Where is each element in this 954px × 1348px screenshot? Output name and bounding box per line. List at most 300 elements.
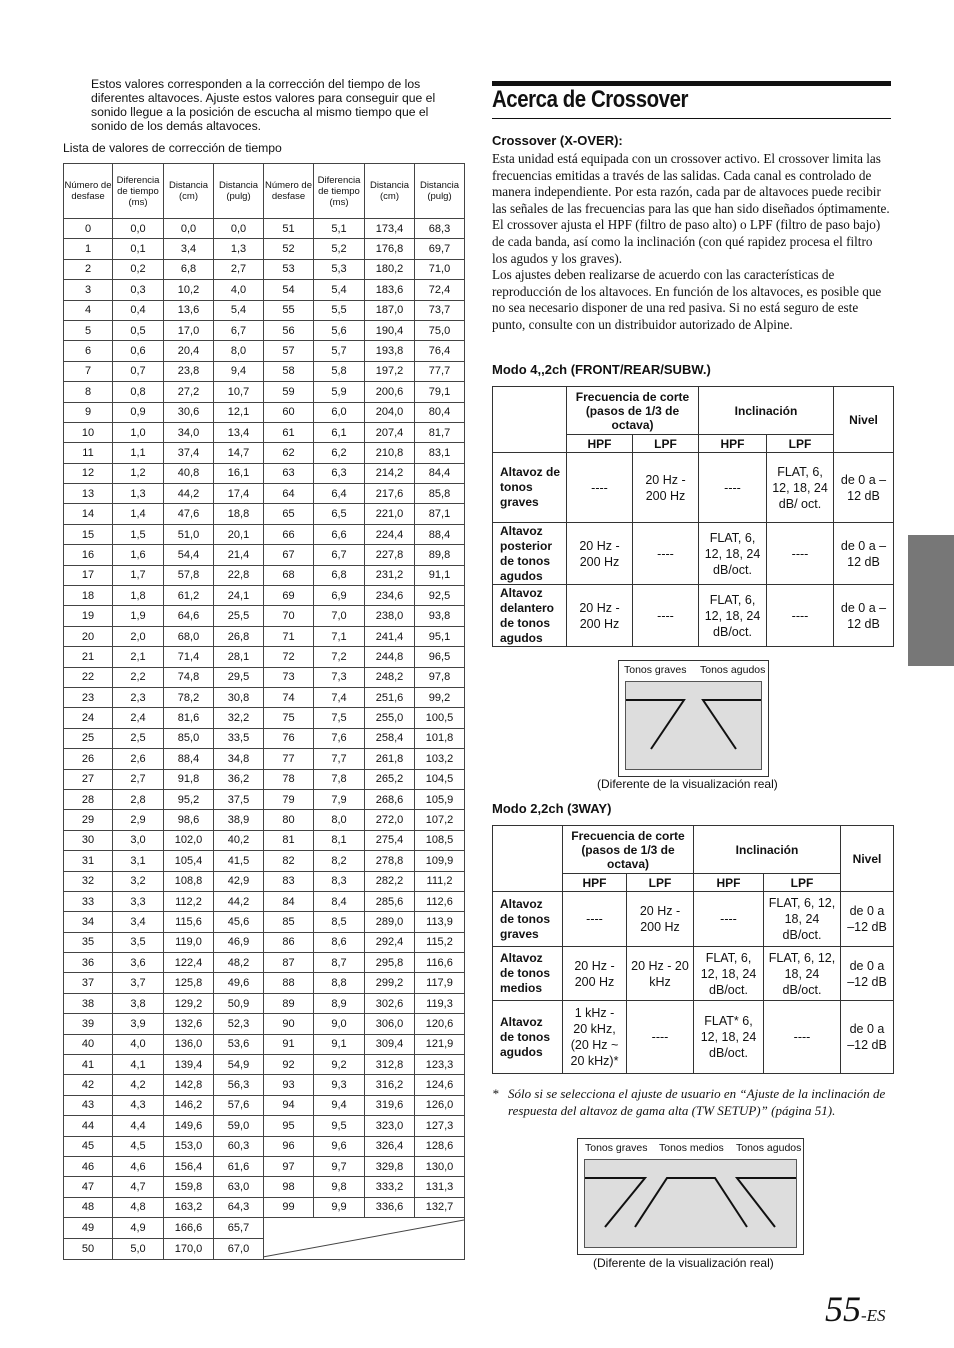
- table-cell: 18: [64, 586, 113, 606]
- table-cell: 3,4: [113, 912, 164, 932]
- table-cell: 34: [64, 912, 113, 932]
- table-cell: 54,9: [214, 1055, 264, 1075]
- table-cell: 6,6: [314, 524, 365, 544]
- table-cell: 95,2: [164, 789, 214, 809]
- table-row: [64, 259, 465, 279]
- table-cell: 91,8: [164, 769, 214, 789]
- cell: de 0 a –12 dB: [834, 523, 894, 585]
- cell: FLAT, 6, 12, 18, 24 dB/oct.: [764, 892, 841, 947]
- table-cell: 47: [64, 1177, 113, 1197]
- table-cell: 0,1: [113, 239, 164, 259]
- table-cell: 82: [264, 851, 314, 871]
- table-cell: 67: [264, 545, 314, 565]
- table-cell: 61: [264, 422, 314, 442]
- table-cell: 23: [64, 687, 113, 707]
- table-cell: 1,2: [113, 463, 164, 483]
- table-cell: 117,9: [415, 973, 465, 993]
- table-row: [64, 361, 465, 381]
- table-cell: 23,8: [164, 361, 214, 381]
- table-cell: 3,4: [164, 239, 214, 259]
- table-cell: 86: [264, 932, 314, 952]
- graph-area: [584, 1159, 797, 1248]
- table-cell: 27: [64, 769, 113, 789]
- table-cell: 97: [264, 1156, 314, 1176]
- table-cell: 8,2: [314, 851, 365, 871]
- table-cell: 29: [64, 810, 113, 830]
- header-cell: Distancia (cm): [164, 164, 214, 219]
- table-cell: 7,8: [314, 769, 365, 789]
- table-row: [64, 1156, 465, 1176]
- table-cell: 299,2: [365, 973, 415, 993]
- table-cell: 180,2: [365, 259, 415, 279]
- table-row: [64, 708, 465, 728]
- table-cell: 100,5: [415, 708, 465, 728]
- row-label: Altavoz de tonos medios: [493, 947, 563, 1001]
- table-row: [64, 647, 465, 667]
- mode1-heading: Modo 4,,2ch (FRONT/REAR/SUBW.): [492, 362, 711, 377]
- page-title: Acerca de Crossover: [492, 86, 689, 113]
- cell: FLAT, 6, 12, 18, 24 dB/oct.: [699, 585, 767, 647]
- table-cell: 28,1: [214, 647, 264, 667]
- table-cell: 3,9: [113, 1014, 164, 1034]
- table-cell: 238,0: [365, 606, 415, 626]
- footnote-text: Sólo si se selecciona el ajuste de usuario en “Ajuste de la inclinación de respuesta del altavoz de gama alta (TW SETUP)” (página 51).: [508, 1086, 886, 1118]
- table-row: [493, 1001, 894, 1074]
- table-cell: 12,1: [214, 402, 264, 422]
- table-cell: 132,6: [164, 1014, 214, 1034]
- row-label: Altavoz de tonos graves: [493, 453, 567, 523]
- table-cell: 125,8: [164, 973, 214, 993]
- table-cell: 115,6: [164, 912, 214, 932]
- table-cell: 18,8: [214, 504, 264, 524]
- table-row: [64, 219, 465, 239]
- graph-area: [625, 681, 762, 770]
- table-cell: 116,6: [415, 953, 465, 973]
- table-cell: 4,0: [113, 1034, 164, 1054]
- cell: ----: [627, 1001, 694, 1074]
- table-cell: 108,8: [164, 871, 214, 891]
- table-cell: 3,3: [113, 891, 164, 911]
- crossover-curves: [585, 1160, 796, 1247]
- graph-label: Tonos graves: [585, 1142, 648, 1154]
- table-cell: 88,4: [164, 749, 214, 769]
- table-cell: 9,2: [314, 1055, 365, 1075]
- table-cell: 9,7: [314, 1156, 365, 1176]
- table-cell: 6,0: [314, 402, 365, 422]
- table-row: [64, 422, 465, 442]
- table-row: [64, 851, 465, 871]
- table-cell: 329,8: [365, 1156, 415, 1176]
- table-row: [64, 239, 465, 259]
- table-cell: 210,8: [365, 443, 415, 463]
- cell: ----: [699, 453, 767, 523]
- table-cell: 176,8: [365, 239, 415, 259]
- table-cell: 45: [64, 1136, 113, 1156]
- table-cell: 127,3: [415, 1116, 465, 1136]
- table-cell: 0,3: [113, 280, 164, 300]
- table-cell: 2,1: [113, 647, 164, 667]
- row-label: Altavoz delantero de tonos agudos: [493, 585, 567, 647]
- table-cell: 289,0: [365, 912, 415, 932]
- table-cell: 7,4: [314, 687, 365, 707]
- table-cell: 17,4: [214, 484, 264, 504]
- table-cell: 336,6: [365, 1197, 415, 1217]
- table-row: [64, 341, 465, 361]
- table-cell: 4,3: [113, 1095, 164, 1115]
- table-row: [64, 1034, 465, 1054]
- table-cell: 90: [264, 1014, 314, 1034]
- table-cell: 57,8: [164, 565, 214, 585]
- cell: 20 Hz - 20 kHz: [627, 947, 694, 1001]
- table-cell: 221,0: [365, 504, 415, 524]
- table-cell: 8,8: [314, 973, 365, 993]
- table-row: [64, 932, 465, 952]
- table-cell: 204,0: [365, 402, 415, 422]
- table-cell: 2,6: [113, 749, 164, 769]
- table-cell: 1,7: [113, 565, 164, 585]
- low-curve: [585, 1178, 645, 1227]
- table-cell: 59,0: [214, 1116, 264, 1136]
- table-row: [64, 1197, 465, 1217]
- table-cell: 0,9: [113, 402, 164, 422]
- table-cell: 1,8: [113, 586, 164, 606]
- table-cell: 10,7: [214, 382, 264, 402]
- table-cell: 9,4: [214, 361, 264, 381]
- table-cell: 37: [64, 973, 113, 993]
- table-cell: 207,4: [365, 422, 415, 442]
- table-cell: 1,3: [113, 484, 164, 504]
- table-cell: 234,6: [365, 586, 415, 606]
- table-cell: 244,8: [365, 647, 415, 667]
- table-cell: 77: [264, 749, 314, 769]
- table-cell: 227,8: [365, 545, 415, 565]
- table-cell: 99: [264, 1197, 314, 1217]
- table-cell: 81,7: [415, 422, 465, 442]
- table-cell: 29,5: [214, 667, 264, 687]
- table-cell: 1,9: [113, 606, 164, 626]
- table-cell: 24,1: [214, 586, 264, 606]
- table-cell: 56,3: [214, 1075, 264, 1095]
- table-row: [64, 789, 465, 809]
- footnote: [492, 1085, 892, 1119]
- table-cell: 96: [264, 1136, 314, 1156]
- table-row: [64, 1177, 465, 1197]
- table-cell: 6: [64, 341, 113, 361]
- table-row: [64, 912, 465, 932]
- table-cell: 8,0: [314, 810, 365, 830]
- table-cell: 131,3: [415, 1177, 465, 1197]
- mode1-graph: [618, 660, 769, 777]
- table-cell: 4,9: [113, 1218, 164, 1239]
- table-cell: 163,2: [164, 1197, 214, 1217]
- cell: FLAT* 6, 12, 18, 24 dB/oct.: [694, 1001, 764, 1074]
- table-cell: 52,3: [214, 1014, 264, 1034]
- table-cell: 275,4: [365, 830, 415, 850]
- table-row: [64, 769, 465, 789]
- table-cell: 25,5: [214, 606, 264, 626]
- col-lpf: LPF: [627, 874, 694, 892]
- table-cell: 122,4: [164, 953, 214, 973]
- col-slope: Inclinación: [694, 826, 841, 874]
- table-cell: 7,6: [314, 728, 365, 748]
- table-row: [64, 545, 465, 565]
- table-cell: 4: [64, 300, 113, 320]
- table-cell: 9,9: [314, 1197, 365, 1217]
- table-cell: 105,4: [164, 851, 214, 871]
- table-cell: 48,2: [214, 953, 264, 973]
- table-cell: 4,4: [113, 1116, 164, 1136]
- table-cell: 112,6: [415, 891, 465, 911]
- table-cell: 1,4: [113, 504, 164, 524]
- table-row: [64, 993, 465, 1013]
- table-row: [64, 891, 465, 911]
- table-cell: 1,3: [214, 239, 264, 259]
- table-row: [64, 504, 465, 524]
- table-cell: 0,0: [113, 219, 164, 239]
- table-cell: 92,5: [415, 586, 465, 606]
- table-row: [64, 749, 465, 769]
- crossover-heading: Crossover (X-OVER):: [492, 133, 623, 148]
- table-cell: 84: [264, 891, 314, 911]
- table-cell: 3,7: [113, 973, 164, 993]
- table-cell: 3,2: [113, 871, 164, 891]
- table-cell: 26: [64, 749, 113, 769]
- table-cell: 282,2: [365, 871, 415, 891]
- table-cell: 13,6: [164, 300, 214, 320]
- table-cell: 61,6: [214, 1156, 264, 1176]
- table-cell: 272,0: [365, 810, 415, 830]
- table-cell: 2,8: [113, 789, 164, 809]
- table-cell: 108,5: [415, 830, 465, 850]
- table-cell: 71,4: [164, 647, 214, 667]
- table-cell: 14: [64, 504, 113, 524]
- table-cell: 52: [264, 239, 314, 259]
- table-cell: 30,8: [214, 687, 264, 707]
- table-cell: 7,3: [314, 667, 365, 687]
- list-title: Lista de valores de corrección de tiempo: [63, 141, 282, 155]
- table-cell: 47,6: [164, 504, 214, 524]
- table-cell: 8,5: [314, 912, 365, 932]
- table-cell: 1,5: [113, 524, 164, 544]
- table-cell: 63,0: [214, 1177, 264, 1197]
- col-hpf: HPF: [694, 874, 764, 892]
- table-cell: 5,1: [314, 219, 365, 239]
- table-cell: 11: [64, 443, 113, 463]
- header-cell: Distancia (cm): [365, 164, 415, 219]
- table-cell: 126,0: [415, 1095, 465, 1115]
- table-cell: 80,4: [415, 402, 465, 422]
- table-cell: 44,2: [214, 891, 264, 911]
- page-number: [825, 1288, 886, 1330]
- table-cell: 124,6: [415, 1075, 465, 1095]
- table-cell: 1,0: [113, 422, 164, 442]
- graph-label: Tonos agudos: [700, 664, 766, 676]
- table-cell: 323,0: [365, 1116, 415, 1136]
- table-cell: 10: [64, 422, 113, 442]
- crossover-description: [492, 151, 891, 334]
- table-cell: 224,4: [365, 524, 415, 544]
- table-cell: 104,5: [415, 769, 465, 789]
- row-label: Altavoz de tonos graves: [493, 892, 563, 947]
- table-row: [64, 1218, 465, 1239]
- empty-diagonal-cell: [264, 1218, 465, 1260]
- table-cell: 46: [64, 1156, 113, 1176]
- col-lpf: LPF: [633, 435, 699, 453]
- table-cell: 30,6: [164, 402, 214, 422]
- table-cell: 88: [264, 973, 314, 993]
- table-cell: 4,7: [113, 1177, 164, 1197]
- table-cell: 66: [264, 524, 314, 544]
- table-cell: 94: [264, 1095, 314, 1115]
- table-cell: 40: [64, 1034, 113, 1054]
- table-cell: 65: [264, 504, 314, 524]
- table-cell: 0: [64, 219, 113, 239]
- table-row: [493, 585, 894, 647]
- table-cell: 57: [264, 341, 314, 361]
- cell: de 0 a –12 dB: [841, 947, 894, 1001]
- cell: ----: [764, 1001, 841, 1074]
- table-cell: 101,8: [415, 728, 465, 748]
- mode1-caption: (Diferente de la visualización real): [597, 777, 778, 791]
- table-cell: 3,6: [113, 953, 164, 973]
- table-cell: 326,4: [365, 1136, 415, 1156]
- table-cell: 119,3: [415, 993, 465, 1013]
- table-row: [493, 523, 894, 585]
- table-cell: 48: [64, 1197, 113, 1217]
- table-cell: 16: [64, 545, 113, 565]
- crossover-curves: [626, 682, 761, 769]
- table-cell: 4,2: [113, 1075, 164, 1095]
- table-cell: 105,9: [415, 789, 465, 809]
- table-cell: 2,9: [113, 810, 164, 830]
- row-label: Altavoz posterior de tonos agudos: [493, 523, 567, 585]
- header-cell: Distancia (pulg): [415, 164, 465, 219]
- table-cell: 9: [64, 402, 113, 422]
- table-cell: 130,0: [415, 1156, 465, 1176]
- table-cell: 85,8: [415, 484, 465, 504]
- table-cell: 2,7: [214, 259, 264, 279]
- table-row: [64, 810, 465, 830]
- table-cell: 56: [264, 320, 314, 340]
- col-freq: Frecuencia de corte (pasos de 1/3 de octava): [567, 387, 699, 435]
- table-cell: 85,0: [164, 728, 214, 748]
- table-cell: 6,5: [314, 504, 365, 524]
- table-cell: 4,5: [113, 1136, 164, 1156]
- table-cell: 24: [64, 708, 113, 728]
- table-row: [64, 320, 465, 340]
- table-cell: 70: [264, 606, 314, 626]
- table-cell: 5,6: [314, 320, 365, 340]
- table-cell: 2,3: [113, 687, 164, 707]
- table-cell: 96,5: [415, 647, 465, 667]
- table-cell: 74: [264, 687, 314, 707]
- table-cell: 49,6: [214, 973, 264, 993]
- table-cell: 19: [64, 606, 113, 626]
- table-cell: 241,4: [365, 626, 415, 646]
- graph-label: Tonos agudos: [736, 1142, 802, 1154]
- table-cell: 30: [64, 830, 113, 850]
- page-suffix: -ES: [861, 1306, 886, 1325]
- table-cell: 89,8: [415, 545, 465, 565]
- table-cell: 2,4: [113, 708, 164, 728]
- table-row: [64, 443, 465, 463]
- table-cell: 146,2: [164, 1095, 214, 1115]
- cell: FLAT, 6, 12, 18, 24 dB/oct.: [694, 947, 764, 1001]
- table-cell: 9,4: [314, 1095, 365, 1115]
- header-cell: Diferencia de tiempo (ms): [113, 164, 164, 219]
- table-cell: 2: [64, 259, 113, 279]
- table-cell: 319,6: [365, 1095, 415, 1115]
- table-cell: 183,6: [365, 280, 415, 300]
- table-cell: 67,0: [214, 1239, 264, 1260]
- table-cell: 64,3: [214, 1197, 264, 1217]
- table-cell: 9,5: [314, 1116, 365, 1136]
- table-cell: 43: [64, 1095, 113, 1115]
- col-hpf: HPF: [563, 874, 627, 892]
- table-cell: 54,4: [164, 545, 214, 565]
- table-row: [64, 1055, 465, 1075]
- table-cell: 87,1: [415, 504, 465, 524]
- table-row: [493, 947, 894, 1001]
- table-cell: 68,0: [164, 626, 214, 646]
- table-cell: 34,0: [164, 422, 214, 442]
- table-cell: 3,8: [113, 993, 164, 1013]
- table-row: [64, 626, 465, 646]
- table-cell: 64: [264, 484, 314, 504]
- table-row: [64, 280, 465, 300]
- footnote-mark: *: [492, 1086, 499, 1101]
- table-cell: 217,6: [365, 484, 415, 504]
- table-cell: 255,0: [365, 708, 415, 728]
- header-cell: Distancia (pulg): [214, 164, 264, 219]
- table-cell: 91: [264, 1034, 314, 1054]
- table-cell: 8,4: [314, 891, 365, 911]
- mid-curve: [635, 1178, 747, 1227]
- table-cell: 316,2: [365, 1075, 415, 1095]
- table-cell: 5,3: [314, 259, 365, 279]
- table-cell: 231,2: [365, 565, 415, 585]
- table-cell: 92: [264, 1055, 314, 1075]
- table-cell: 12: [64, 463, 113, 483]
- table-cell: 6,4: [314, 484, 365, 504]
- table-row: [64, 484, 465, 504]
- table-row: [64, 1136, 465, 1156]
- table-cell: 88,4: [415, 524, 465, 544]
- col-hpf: HPF: [699, 435, 767, 453]
- table-row: [64, 1014, 465, 1034]
- table-cell: 258,4: [365, 728, 415, 748]
- table-cell: 73: [264, 667, 314, 687]
- table-row: [64, 402, 465, 422]
- table-row: [64, 1095, 465, 1115]
- table-cell: 57,6: [214, 1095, 264, 1115]
- table-cell: 103,2: [415, 749, 465, 769]
- table-cell: 7,5: [314, 708, 365, 728]
- table-cell: 33,5: [214, 728, 264, 748]
- side-tab: [908, 535, 954, 666]
- cell: 20 Hz - 200 Hz: [633, 453, 699, 523]
- table-cell: 33: [64, 891, 113, 911]
- cell: 1 kHz - 20 kHz, (20 Hz ~ 20 kHz)*: [563, 1001, 627, 1074]
- table-row: [64, 871, 465, 891]
- table-cell: 17,0: [164, 320, 214, 340]
- table-cell: 35: [64, 932, 113, 952]
- intro-text: Estos valores corresponden a la corrección del tiempo de los diferentes altavoces. Ajuste estos valores para conseguir que el sonido llegue a la posición de escucha al mismo tiempo que el sonido de los demás altavoces.: [91, 77, 436, 133]
- paragraph: Los ajustes deben realizarse de acuerdo con las características de reproducción de los altavoces. En función de los altavoces, es posible que no sea necesario disponer de una red pasiva. Si no está seguro de este punto, consulte con un distribuidor autorizado de Alpine.: [492, 267, 882, 332]
- table-cell: 76,4: [415, 341, 465, 361]
- table-cell: 142,8: [164, 1075, 214, 1095]
- table-cell: 21: [64, 647, 113, 667]
